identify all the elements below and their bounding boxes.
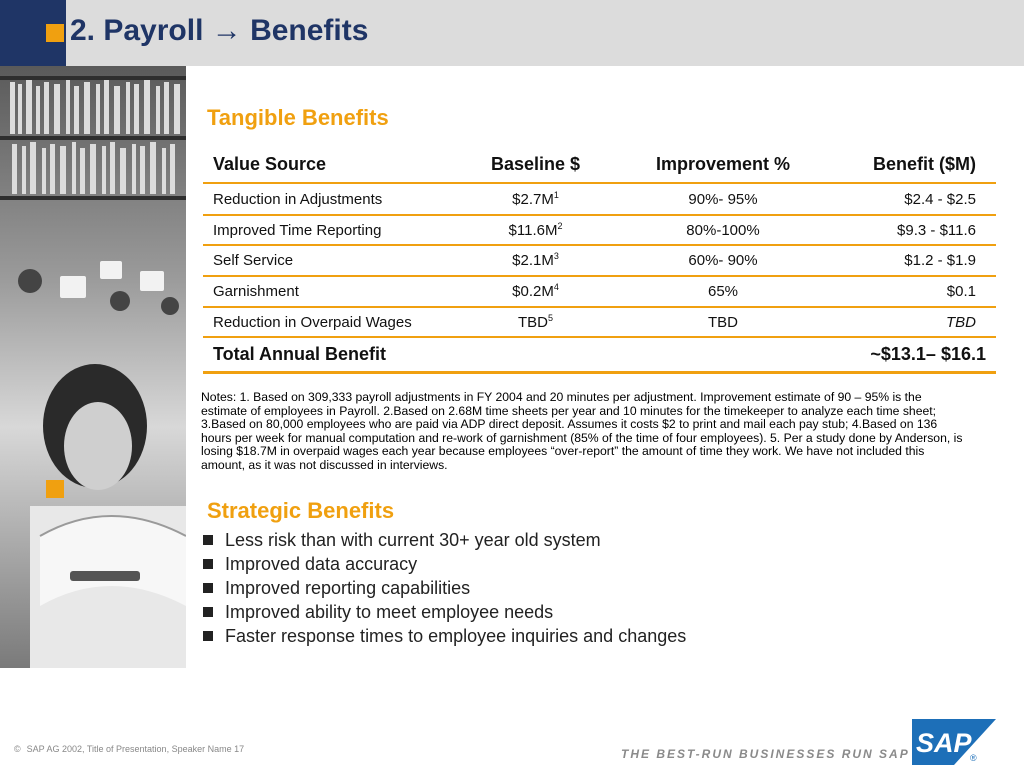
table-row [203, 216, 996, 246]
list-item: Improved ability to meet employee needs [203, 600, 686, 624]
copyright-icon: © [14, 744, 21, 754]
row-source: Self Service [213, 252, 294, 269]
list-item: Improved reporting capabilities [203, 576, 686, 600]
row-improvement: 65% [707, 283, 739, 300]
row-benefit: $1.2 - $1.9 [904, 252, 976, 269]
row-benefit: $0.1 [946, 283, 976, 300]
total-label: Total Annual Benefit [213, 344, 386, 364]
sap-logo-text: SAP [916, 728, 972, 758]
total-value: ~$13.1– $16.1 [870, 344, 986, 364]
table-row [203, 184, 996, 216]
row-baseline: $\$2.1M^3$ [512, 251, 559, 269]
footnote-marker: 1 [553, 189, 559, 200]
footnote-marker: 5 [547, 312, 553, 323]
list-item: Improved data accuracy [203, 552, 686, 576]
table-row [203, 308, 996, 338]
header-value-source: Value Source [213, 153, 327, 174]
table-row [203, 246, 996, 277]
tangible-benefits-heading: Tangible Benefits [207, 105, 389, 130]
footer-copyright: © SAP AG 2002, Title of Presentation, Speaker Name 17 [14, 744, 245, 754]
square-bullet-icon [203, 559, 213, 569]
row-benefit: $9.3 - $11.6 [897, 221, 976, 239]
row-source: Reduction in Adjustments [213, 190, 383, 208]
list-item: Less risk than with current 30+ year old system [203, 528, 686, 552]
table-header-row [203, 146, 996, 184]
row-source: Garnishment [213, 283, 299, 300]
row-baseline: $\$11.6M^2$ [508, 220, 563, 239]
footnote-marker: 2 [557, 220, 563, 231]
benefits-table [203, 146, 996, 374]
strategic-bullet-list [203, 528, 686, 648]
library-photo [0, 66, 186, 668]
row-baseline: $\$2.7M^1$ [512, 189, 559, 208]
row-source: Improved Time Reporting [213, 221, 382, 239]
list-item: Faster response times to employee inquiries and changes [203, 624, 686, 648]
strategic-benefits-heading: Strategic Benefits [207, 498, 395, 523]
row-improvement: TBD [708, 313, 738, 331]
notes-text: Notes: 1. Based on 309,333 payroll adjustments in FY 2004 and 20 minutes per adjustment. Improvement estimate of 90 – 95% is the estimate of employees in Payroll. 2.Based on 2.68M time sheets per year and 10 minutes for the timekeeper to analyze each time sheet; 3.Based on 80,000 employees who are paid via ADP direct deposit. Assumes it costs $2 to print and mail each pay stub; 4.Based on 136 hours per week for manual computation and re-work of garnishment (85% of the time of four employees). 5. Per a study done by Anderson, is losing $18.7M in overpaid wages each year because employees “over-report” the amount of time they work. We have not included this amount, as it was not discussed in interviews. [201, 390, 963, 472]
row-baseline: TBD$^5$ [517, 312, 553, 331]
row-benefit: TBD [946, 313, 976, 331]
table-row [203, 277, 996, 308]
footnote-marker: 3 [553, 251, 559, 261]
row-improvement: 60%- 90% [688, 252, 758, 269]
square-bullet-icon [203, 535, 213, 545]
header-baseline: Baseline $ [490, 153, 581, 174]
row-source: Reduction in Overpaid Wages [213, 313, 412, 331]
row-improvement: 80%-100% [686, 221, 760, 239]
page-title: 2. Payroll → Benefits [70, 14, 369, 47]
sap-registered-mark: ® [970, 753, 977, 763]
header-orange-square [46, 24, 64, 42]
sap-logo [912, 719, 996, 770]
header-benefit: Benefit ($M) [873, 153, 976, 174]
header-improvement: Improvement % [655, 153, 791, 174]
square-bullet-icon [203, 607, 213, 617]
footnote-marker: 4 [553, 282, 559, 292]
row-benefit: $2.4 - $2.5 [904, 190, 976, 208]
table-total-row [203, 338, 996, 374]
square-bullet-icon [203, 583, 213, 593]
row-baseline: $\$0.2M^4$ [512, 282, 559, 300]
footer-tagline: THE BEST-RUN BUSINESSES RUN SAP [621, 747, 910, 761]
photo-orange-square [46, 480, 64, 498]
row-improvement: 90%- 95% [688, 190, 758, 208]
square-bullet-icon [203, 631, 213, 641]
